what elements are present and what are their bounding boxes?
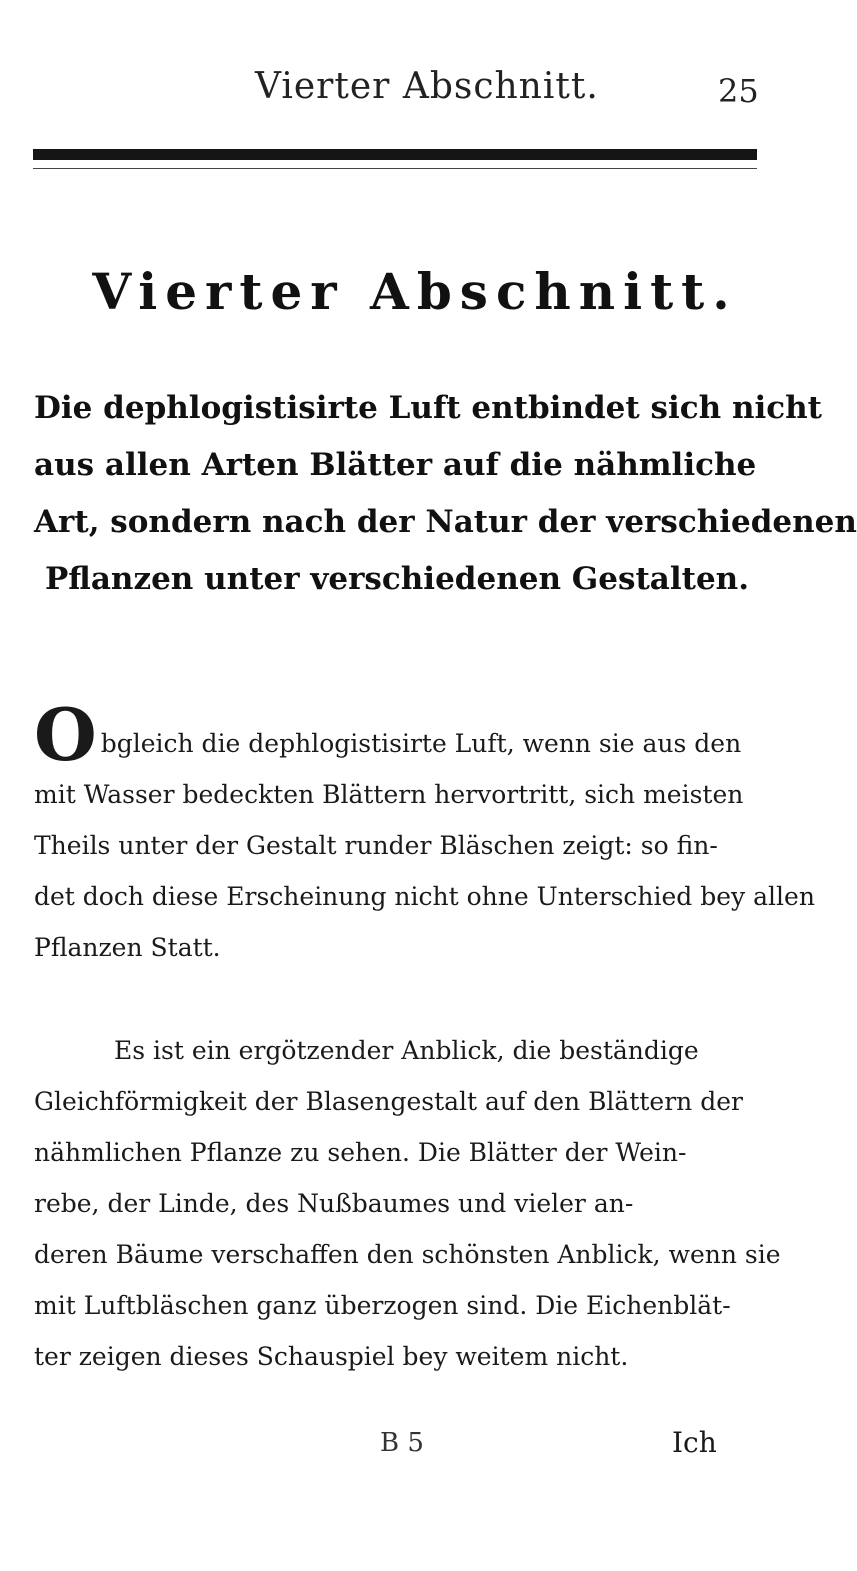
text-line: nähmlichen Pflanze zu sehen. Die Blätter der Wein- [34, 1138, 687, 1167]
text-line: det doch diese Erscheinung nicht ohne Unterschied bey allen [34, 882, 815, 911]
text-line: ter zeigen dieses Schauspiel bey weitem nicht. [34, 1342, 629, 1371]
text-line: mit Luftbläschen ganz überzogen sind. Die Eichenblät- [34, 1291, 731, 1320]
catchword: Ich [672, 1426, 717, 1459]
text-line: Gleichförmigkeit der Blasengestalt auf den Blättern der [34, 1087, 743, 1116]
header-rule-thick [33, 149, 757, 160]
chapter-summary [34, 380, 857, 608]
summary-line: Die dephlogistisirte Luft entbindet sich nicht [34, 390, 822, 426]
text-line: rebe, der Linde, des Nußbaumes und vieler an- [34, 1189, 634, 1218]
header-rule-thin [33, 168, 757, 169]
summary-line: aus allen Arten Blätter auf die nähmliche [34, 447, 757, 483]
text-line: deren Bäume verschaffen den schönsten Anblick, wenn sie [34, 1240, 781, 1269]
text-line: Es ist ein ergötzender Anblick, die beständige [114, 1036, 699, 1065]
paragraph-2 [34, 1025, 781, 1382]
chapter-title: Vierter Abschnitt. [92, 262, 738, 321]
paragraph-1 [34, 692, 815, 973]
text-line: Theils unter der Gestalt runder Bläschen zeigt: so fin- [34, 831, 718, 860]
summary-line: Pflanzen unter verschiedenen Gestalten. [44, 561, 749, 597]
drop-initial: O [34, 692, 97, 777]
text-line: mit Wasser bedeckten Blättern hervortritt, sich meisten [34, 780, 744, 809]
running-title: Vierter Abschnitt. [255, 66, 599, 107]
text-line: Pflanzen Statt. [34, 933, 221, 962]
running-head [0, 66, 830, 116]
text-line [34, 692, 756, 777]
signature-mark: B 5 [380, 1428, 424, 1458]
text-line-content: bgleich die dephlogistisirte Luft, wenn sie aus den [100, 729, 742, 758]
summary-line: Art, sondern nach der Natur der verschiedenen [34, 504, 857, 540]
page-number: 25 [718, 72, 759, 110]
